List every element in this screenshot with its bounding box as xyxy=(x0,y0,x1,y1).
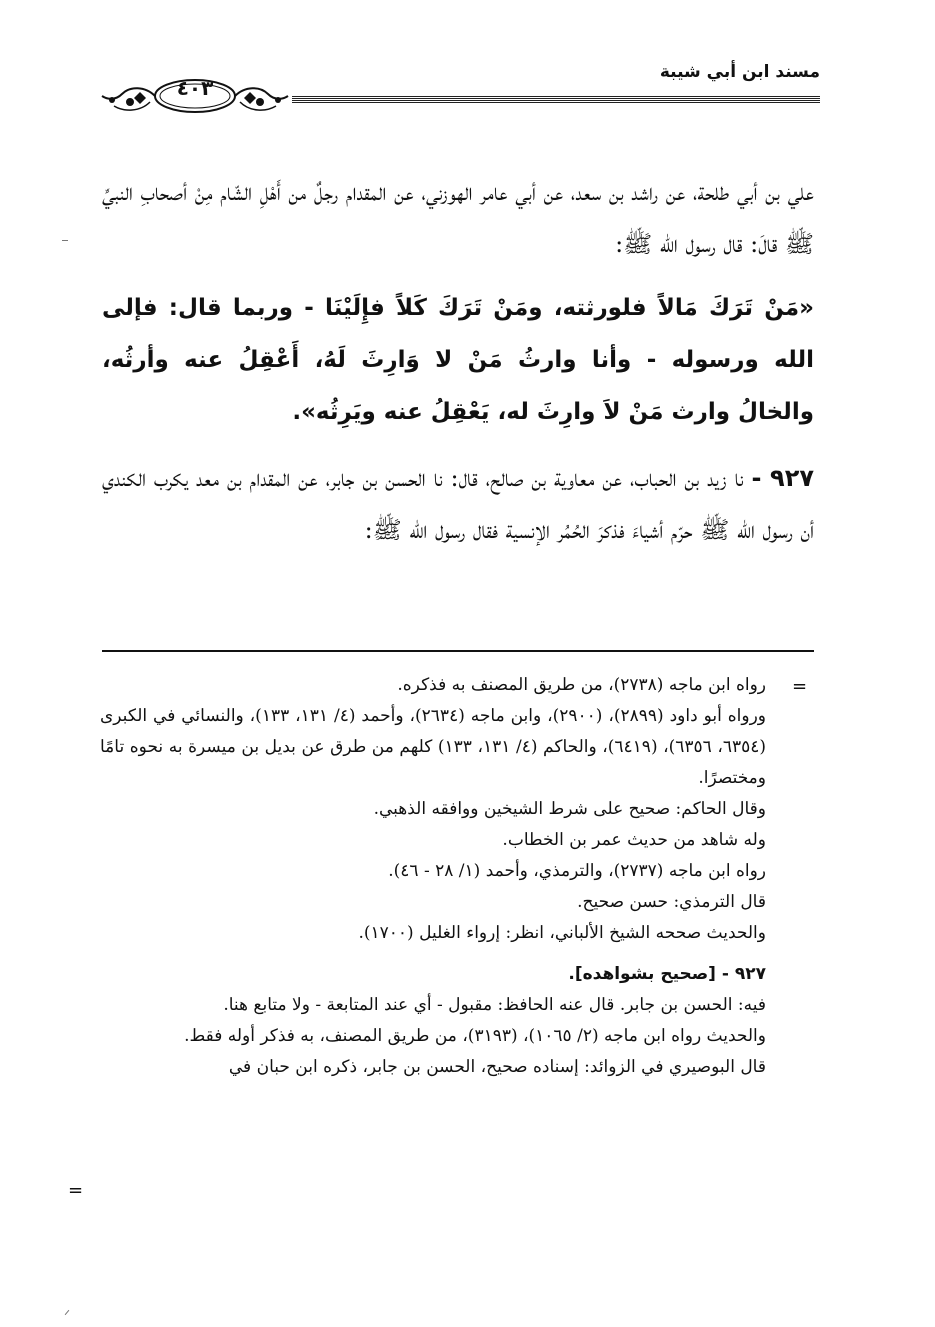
footnote-line: وله شاهد من حديث عمر بن الخطاب. xyxy=(502,830,766,850)
scan-speck xyxy=(62,240,68,241)
hadith-paragraph xyxy=(102,452,814,556)
footnote-line: والحديث رواه ابن ماجه (٢/ ١٠٦٥)، (٣١٩٣)، من طريق المصنف، به فذكر أوله فقط. xyxy=(184,1026,766,1046)
footnote-line: فيه: الحسن بن جابر. قال عنه الحافظ: مقبول - أي عند المتابعة - ولا متابع هنا. xyxy=(223,995,766,1015)
footnote-line: وقال الحاكم: صحيح على شرط الشيخين ووافقه الذهبي. xyxy=(373,799,766,819)
page-number: ٤٠٣ xyxy=(176,76,214,100)
footnote-heading: ٩٢٧ - [صحيح بشواهده]. xyxy=(568,964,766,984)
footnote-line: رواه ابن ماجه (٢٧٣٨)، من طريق المصنف به فذكره. xyxy=(397,675,766,695)
footnote-line: قال البوصيري في الزوائد: إسناده صحيح، الحسن بن جابر، ذكره ابن حبان في xyxy=(228,1057,766,1077)
continuation-mark-top: = xyxy=(792,676,808,697)
header-rule xyxy=(292,96,820,104)
hadith-number: ٩٢٧ - xyxy=(751,464,814,492)
footnote-separator xyxy=(102,650,814,652)
page-header xyxy=(100,56,820,116)
hadith-quote: «مَنْ تَرَكَ مَالاً فلورثته، ومَنْ تَرَكَ كَلاً فإِلَيْنَا - وربما قال: فإلى الله ورسوله - وأنا وارثُ مَنْ لا وَارِثَ لَهُ، أَعْقِلُ عنه وأرثُه، والخالُ وارث مَنْ لاَ وارِثَ له، يَعْقِلُ عنه ويَرِثُه». xyxy=(102,295,814,425)
main-text xyxy=(102,166,814,556)
footnote-line: ورواه أبو داود (٢٨٩٩)، (٢٩٠٠)، وابن ماجه (٢٦٣٤)، وأحمد (٤/ ١٣١، ١٣٣)، والنسائي في الكبرى (٦٣٥٤، ٦٣٥٦)، (٦٤١٩)، والحاكم (٤/ ١٣١، ١٣٣) كلهم من طرق عن بديل بن ميسرة به نحوه تامًا ومختصرًا. xyxy=(100,706,767,788)
paragraph-isnad: علي بن أبي طلحة، عن راشد بن سعد، عن أبي عامر الهوزني، عن المقدام رجلٌ من أَهْلِ الشّام مِنْ أصحابِ النبيِّ ﷺ قالَ: قال رسول الله ﷺ: xyxy=(102,178,815,258)
hadith-text: نا زيد بن الحباب، عن معاوية بن صالح، قال: نا الحسن بن جابر، عن المقدام بن معد يكرب الكندي أن رسول الله ﷺ حرّم أشياءَ فذكرَ الحُمُر الإنسية فقال رسول الله ﷺ: xyxy=(102,464,814,544)
footnotes xyxy=(100,670,766,1083)
footnote-line: رواه ابن ماجه (٢٧٣٧)، والترمذي، وأحمد (١/ ٢٨ - ٤٦). xyxy=(388,861,766,881)
continuation-mark-bottom: = xyxy=(68,1180,84,1201)
footnote-line: قال الترمذي: حسن صحيح. xyxy=(577,892,766,912)
scan-speck xyxy=(65,1310,70,1315)
book-title: مسند ابن أبي شيبة xyxy=(659,62,820,82)
footnote-line: والحديث صححه الشيخ الألباني، انظر: إرواء الغليل (١٧٠٠). xyxy=(358,923,766,943)
